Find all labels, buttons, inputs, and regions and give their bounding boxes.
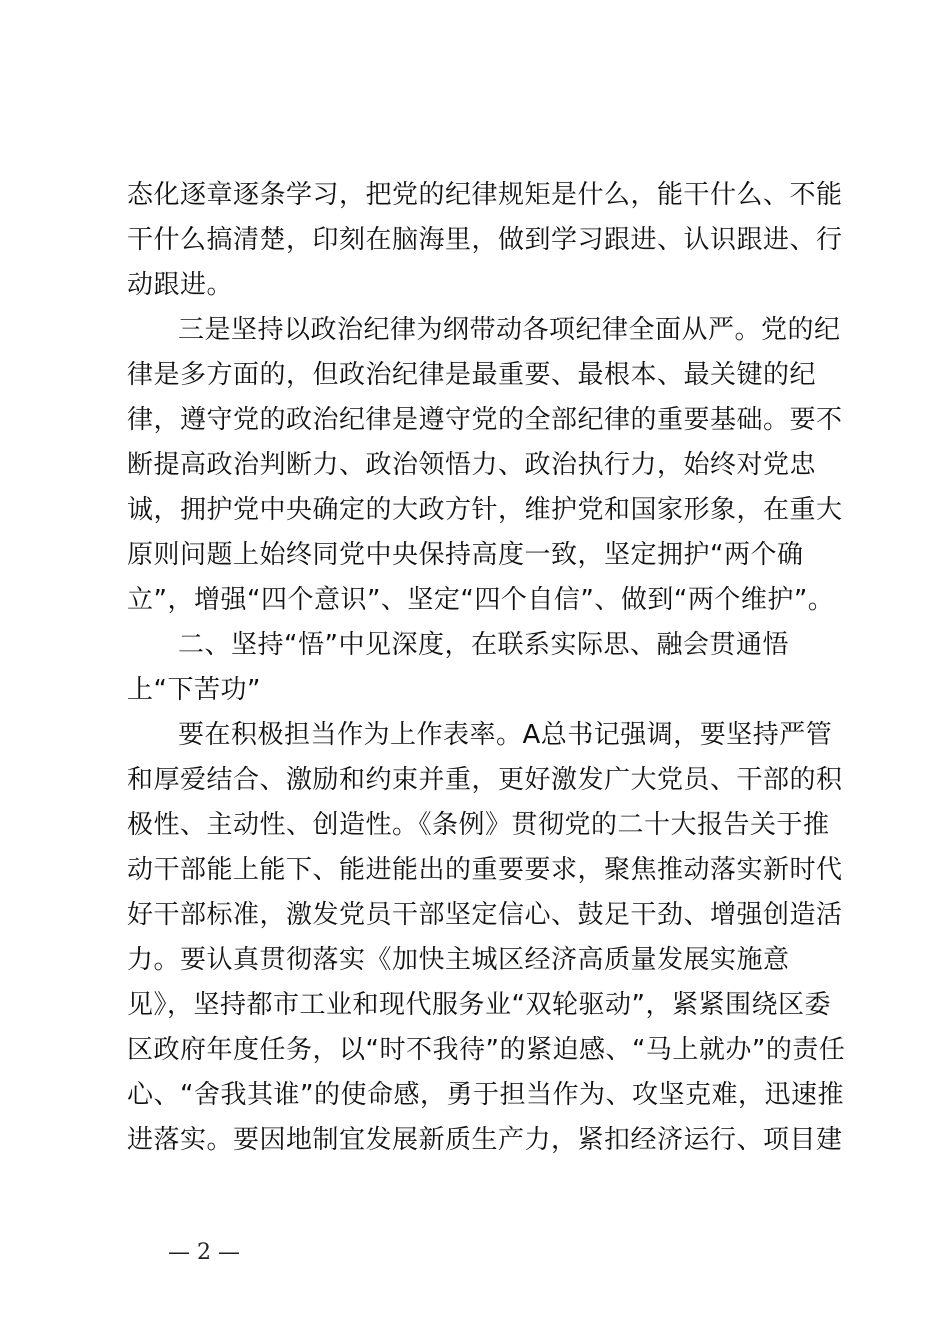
body-text-line: 极性、主动性、创造性。《条例》贯彻党的二十大报告关于推 [127, 810, 830, 840]
body-text-line: 诚，拥护党中央确定的大政方针，维护党和国家形象，在重大 [127, 495, 843, 525]
body-text-line: 断提高政治判断力、政治领悟力、政治执行力，始终对党忠 [127, 450, 817, 480]
body-text-line: 见》，坚持都市工业和现代服务业“双轮驱动”，紧紧围绕区委 [127, 990, 831, 1020]
body-text-line: 干什么搞清楚，印刻在脑海里，做到学习跟进、认识跟进、行 [127, 225, 843, 255]
body-text-line: 动跟进。 [127, 270, 234, 300]
section-heading-line: 二、坚持“悟”中见深度，在联系实际思、融会贯通悟 [178, 630, 789, 660]
body-text-line: 好干部标准，激发党员干部坚定信心、鼓足干劲、增强创造活 [127, 900, 843, 930]
body-text-line: 区政府年度任务，以“时不我待”的紧迫感、“马上就办”的责任 [127, 1035, 846, 1065]
body-text-line: 立”，增强“四个意识”、坚定“四个自信”、做到“两个维护”。 [127, 585, 835, 615]
body-text-line: 和厚爱结合、激励和约束并重，更好激发广大党员、干部的积 [127, 765, 843, 795]
body-text-line: 律，遵守党的政治纪律是遵守党的全部纪律的重要基础。要不 [127, 405, 843, 435]
body-text-line: 心、“舍我其谁”的使命感，勇于担当作为、攻坚克难，迅速推 [127, 1080, 844, 1110]
section-heading-line: 上“下苦功” [127, 675, 261, 705]
body-text-line: 力。要认真贯彻落实《加快主城区经济高质量发展实施意 [127, 945, 790, 975]
paragraph-start-line: 三是坚持以政治纪律为纲带动各项纪律全面从严。党的纪 [178, 315, 841, 345]
body-text-line: 进落实。要因地制宜发展新质生产力，紧扣经济运行、项目建 [127, 1125, 843, 1155]
page-number: — 2 — [168, 1240, 240, 1265]
paragraph-start-line: 要在积极担当作为上作表率。A总书记强调，要坚持严管 [178, 720, 833, 750]
body-text-line: 律是多方面的，但政治纪律是最重要、最根本、最关键的纪 [127, 360, 817, 390]
body-text-line: 态化逐章逐条学习，把党的纪律规矩是什么，能干什么、不能 [127, 180, 843, 210]
body-text-line: 原则问题上始终同党中央保持高度一致，坚定拥护“两个确 [127, 540, 804, 570]
body-text-line: 动干部能上能下、能进能出的重要要求，聚焦推动落实新时代 [127, 855, 843, 885]
